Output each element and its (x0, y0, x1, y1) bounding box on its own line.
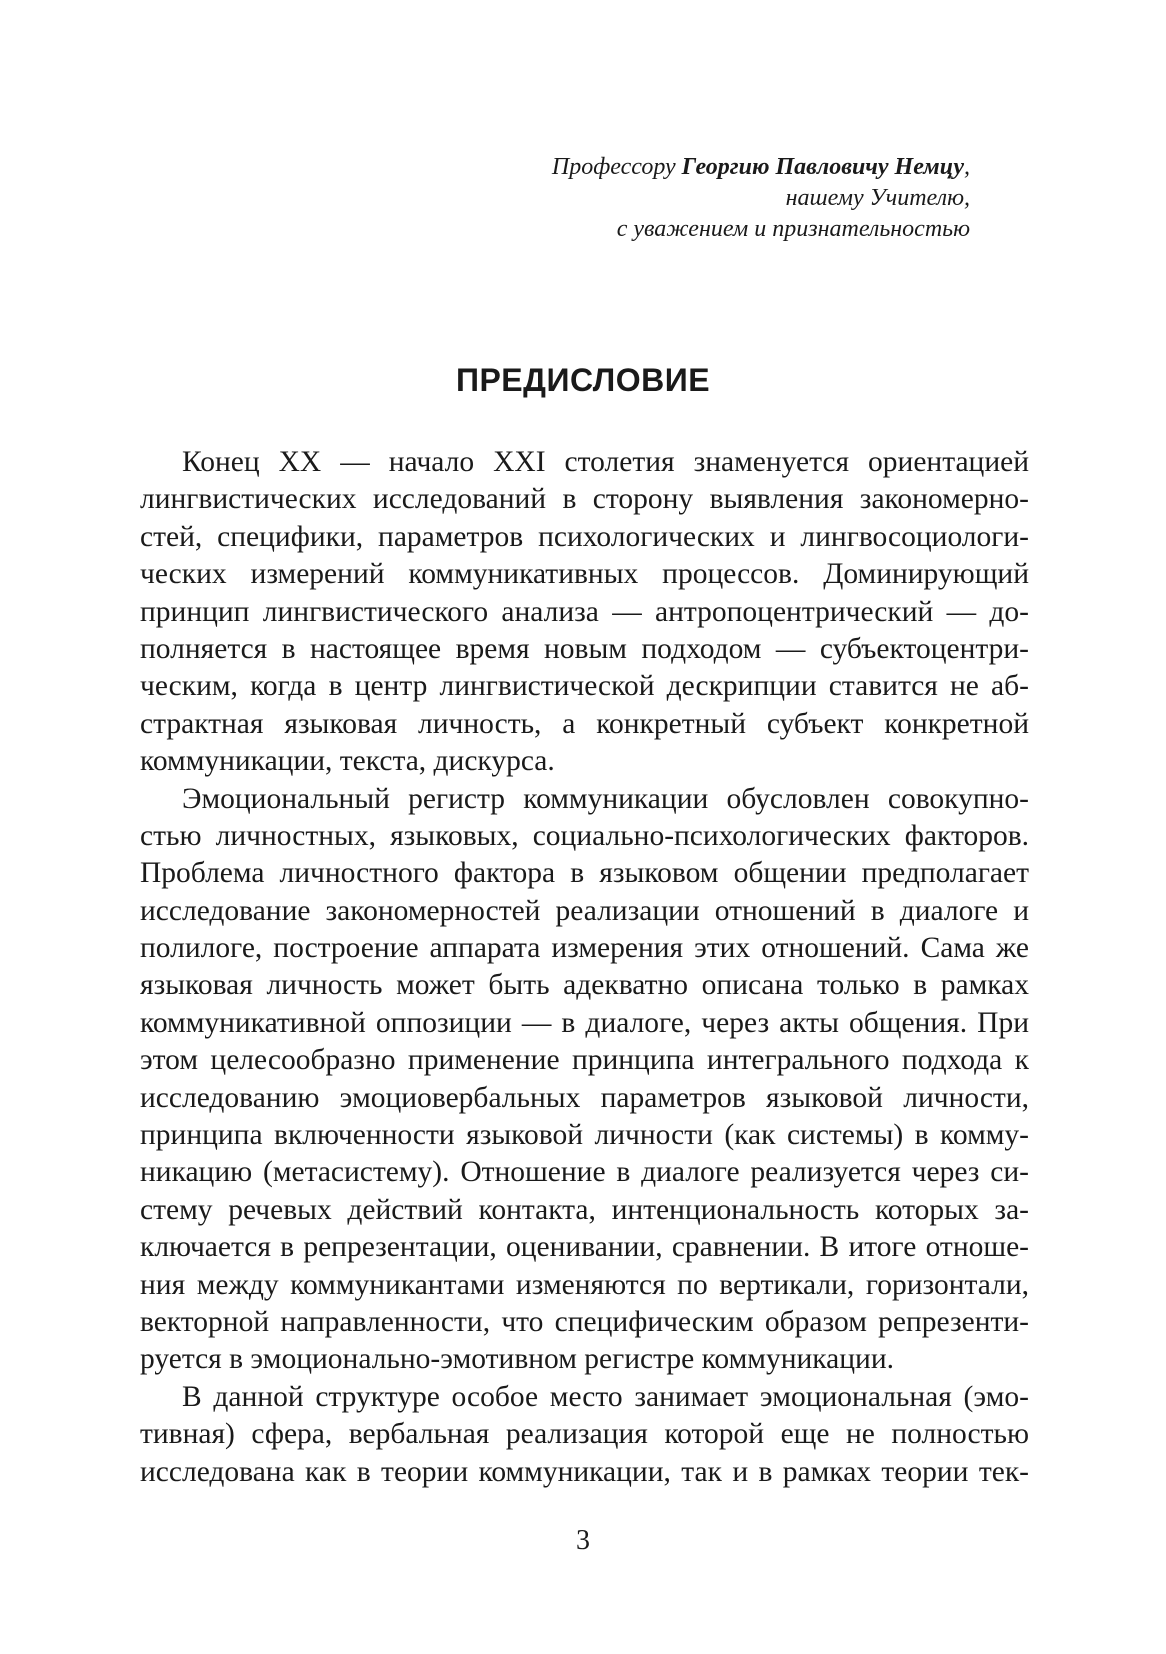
paragraph-2-line: полилоге, построение аппарата измерения этих отношений. Сама же (140, 932, 1029, 965)
paragraph-1-line: принцип лингвистического анализа — антропоцентрический — до- (140, 595, 1029, 628)
paragraph-2-line: исследование закономерностей реализации отношений в диалоге и (140, 894, 1029, 927)
dedication-line-2: нашему Учителю, (785, 185, 970, 211)
paragraph-2-line: Проблема личностного фактора в языковом общении предполагает (140, 857, 1029, 890)
paragraph-1-line: ческим, когда в центр лингвистической дескрипции ставится не аб- (140, 670, 1029, 703)
paragraph-2-line: языковая личность может быть адекватно описана только в рамках (140, 969, 1029, 1002)
paragraph-2-line: принципа включенности языковой личности (как системы) в комму- (140, 1119, 1029, 1152)
body-text (140, 444, 1029, 1491)
paragraph-1-line: лингвистических исследований в сторону выявления закономерно- (140, 483, 1029, 516)
paragraph-2-line: исследованию эмоциовербальных параметров языковой личности, (140, 1081, 1029, 1114)
paragraph-2-line: ния между коммуникантами изменяются по вертикали, горизонтали, (140, 1268, 1029, 1301)
page-number: 3 (576, 1525, 590, 1556)
paragraph-2-line: стему речевых действий контакта, интенциональность которых за- (140, 1193, 1029, 1226)
dedication-name: Георгию Павловичу Немцу (681, 154, 964, 180)
paragraph-2-line: стью личностных, языковых, социально-психологических факторов. (140, 819, 1029, 852)
paragraph-1-line: стей, специфики, параметров психологических и лингвосоциологи- (140, 520, 1029, 553)
paragraph-2-line: векторной направленности, что специфическим образом репрезенти- (140, 1305, 1029, 1338)
paragraph-2-line: коммуникативной оппозиции — в диалоге, через акты общения. При (140, 1006, 1029, 1039)
page-title: ПРЕДИСЛОВИЕ (455, 362, 711, 398)
dedication (370, 152, 970, 245)
paragraph-1-line: коммуникации, текста, дискурса. (140, 745, 555, 778)
paragraph-3-line: исследована как в теории коммуникации, так и в рамках теории тек- (140, 1455, 1029, 1488)
paragraph-3-line: В данной структуре особое место занимает эмоциональная (эмо- (182, 1380, 1029, 1413)
paragraph-3-line: тивная) сфера, вербальная реализация которой еще не полностью (140, 1418, 1029, 1451)
paragraph-1-line: полняется в настоящее время новым подходом — субъектоцентри- (140, 632, 1029, 665)
paragraph-2-line: этом целесообразно применение принципа интегрального подхода к (140, 1044, 1029, 1077)
dedication-line-3: с уважением и признательностью (616, 216, 970, 242)
paragraph-1-line: Конец XX — начало XXI столетия знаменуется ориентацией (182, 446, 1029, 478)
paragraph-2-line: никацию (метасистему). Отношение в диалоге реализуется через си- (140, 1156, 1029, 1189)
dedication-line-1: Профессору Георгию Павловичу Немцу, (551, 154, 970, 180)
paragraph-2-line: Эмоциональный регистр коммуникации обусловлен совокупно- (182, 782, 1029, 815)
paragraph-1-line: страктная языковая личность, а конкретный субъект конкретной (140, 707, 1029, 740)
paragraph-2-line: ключается в репрезентации, оценивании, сравнении. В итоге отноше- (140, 1231, 1029, 1264)
paragraph-1-line: ческих измерений коммуникативных процессов. Доминирующий (140, 558, 1029, 591)
paragraph-2-line: руется в эмоционально-эмотивном регистре коммуникации. (140, 1343, 894, 1376)
